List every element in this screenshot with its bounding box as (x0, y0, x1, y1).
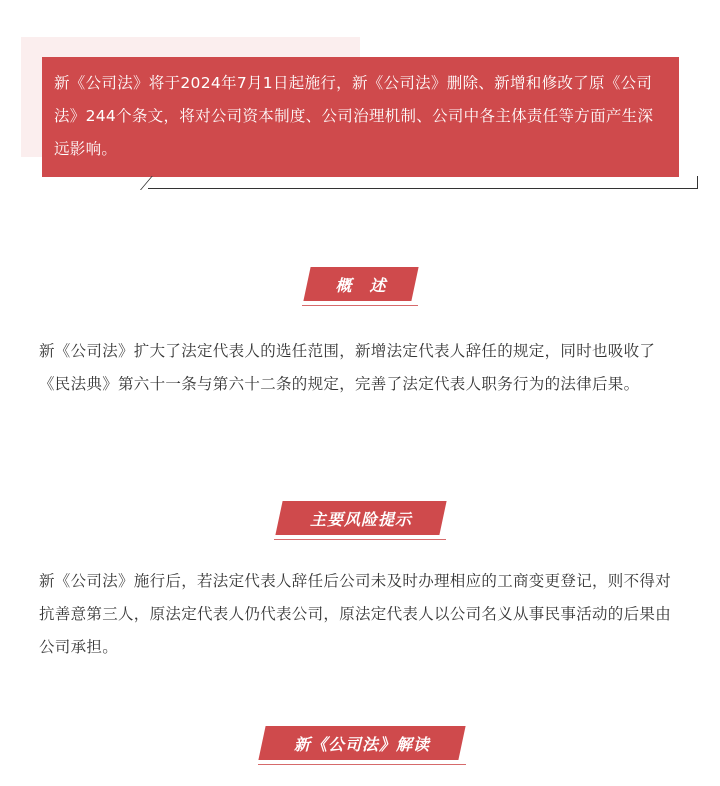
section-title-text: 概 述 (335, 275, 387, 295)
intro-text: 新《公司法》将于2024年7月1日起施行，新《公司法》删除、新增和修改了原《公司法》244个条文，将对公司资本制度、公司治理机制、公司中各主体责任等方面产生深远影响。 (54, 74, 654, 158)
overview-paragraph: 新《公司法》扩大了法定代表人的选任范围，新增法定代表人辞任的规定，同时也吸收了《民法典》第六十一条与第六十二条的规定，完善了法定代表人职务行为的法律后果。 (39, 342, 656, 393)
intro-frame-end (697, 176, 698, 189)
intro-callout-box (42, 57, 679, 177)
section-title-underline (274, 539, 446, 540)
intro-frame-line (148, 188, 698, 189)
section-title-interpretation (262, 726, 462, 760)
section-title-risk-tips (279, 501, 443, 535)
section-title-overview (307, 267, 415, 301)
section-title-text: 主要风险提示 (309, 509, 412, 529)
risk-tips-paragraph: 新《公司法》施行后，若法定代表人辞任后公司未及时办理相应的工商变更登记，则不得对抗善意第三人，原法定代表人仍代表公司，原法定代表人以公司名义从事民事活动的后果由公司承担。 (39, 572, 672, 656)
section-title-underline (258, 764, 466, 765)
section-title-underline (302, 305, 418, 306)
section-title-text: 新《公司法》解读 (293, 734, 430, 754)
